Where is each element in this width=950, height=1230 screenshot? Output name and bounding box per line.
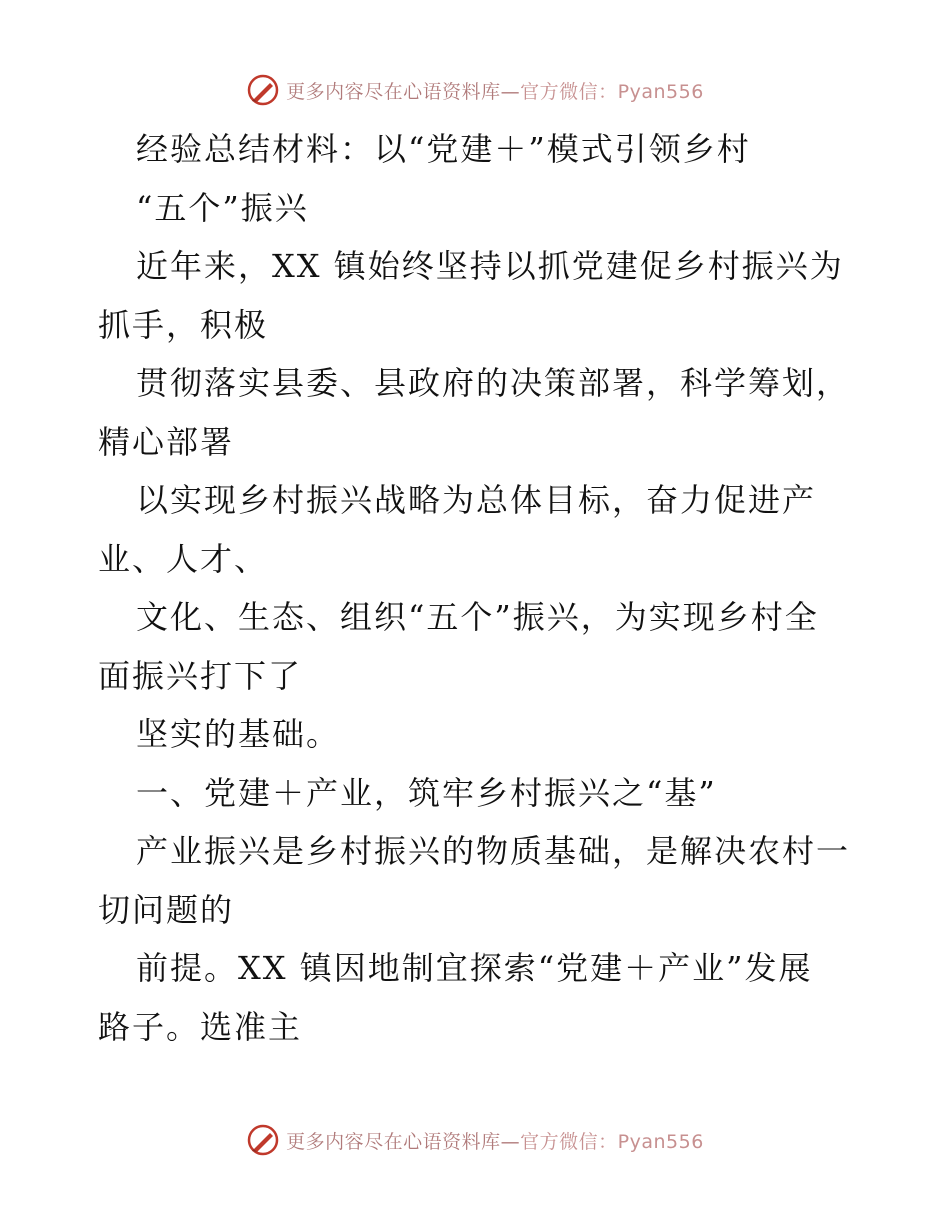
- text-line: 一、党建＋产业，筑牢乡村振兴之“基”: [136, 773, 717, 812]
- text-line: 以实现乡村振兴战略为总体目标，奋力促进产: [136, 481, 817, 519]
- text-line: 贯彻落实县委、县政府的决策部署，科学筹划，: [136, 364, 851, 402]
- text-line: 切问题的: [98, 890, 235, 929]
- footer-banner: [0, 1120, 950, 1160]
- text-line: 业、人才、: [98, 539, 269, 578]
- pen-logo-icon: [246, 73, 280, 107]
- text-line: 面振兴打下了: [98, 656, 303, 695]
- banner-text: 更多内容尽在心语资料库—官方微信：Pyan556: [286, 80, 704, 103]
- header-banner: [0, 70, 950, 110]
- text-line: “五个”振兴: [136, 188, 309, 227]
- text-line: 产业振兴是乡村振兴的物质基础，是解决农村一: [136, 832, 851, 870]
- text-line: 坚实的基础。: [136, 715, 341, 753]
- text-line: 文化、生态、组织“五个”振兴，为实现乡村全: [136, 598, 819, 636]
- pen-logo-icon: [246, 1123, 280, 1157]
- text-line: 抓手，积极: [98, 305, 269, 344]
- text-line: 精心部署: [98, 422, 235, 461]
- banner-text: 更多内容尽在心语资料库—官方微信：Pyan556: [286, 1130, 704, 1153]
- text-line: 经验总结材料：以“党建＋”模式引领乡村: [136, 130, 751, 168]
- text-line: 近年来，XX 镇始终坚持以抓党建促乡村振兴为: [136, 247, 844, 285]
- document-body: [98, 120, 868, 1056]
- text-line: 前提。XX 镇因地制宜探索“党建＋产业”发展: [136, 949, 813, 987]
- text-line: 路子。选准主: [98, 1007, 303, 1046]
